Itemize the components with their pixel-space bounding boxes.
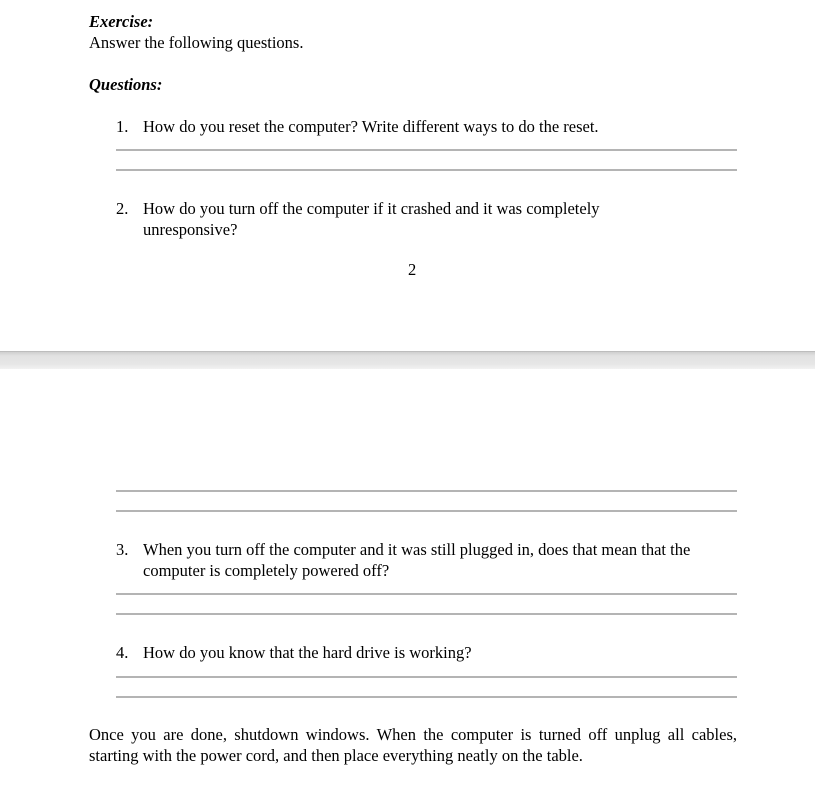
closing-instructions: Once you are done, shutdown windows. When the computer is turned off unplug all cables, starting with the power cord, and then place everything neatly on the table.: [89, 725, 737, 765]
question-4-number: 4.: [116, 643, 129, 662]
question-2-number: 2.: [116, 199, 129, 218]
page-separator: [0, 351, 815, 369]
answer-line: [116, 613, 737, 615]
exercise-heading: Exercise:: [89, 12, 154, 31]
questions-heading: Questions:: [89, 75, 163, 94]
answer-line: [116, 696, 737, 698]
question-3-text: When you turn off the computer and it was still plugged in, does that mean that the computer is completely powered off?: [143, 540, 691, 580]
page-number: 2: [408, 260, 417, 279]
question-4-text: How do you know that the hard drive is working?: [143, 643, 472, 662]
answer-line: [116, 676, 737, 678]
answer-line: [116, 593, 737, 595]
answer-line: [116, 169, 737, 171]
answer-line: [116, 490, 737, 492]
question-1-text: How do you reset the computer? Write different ways to do the reset.: [143, 117, 599, 136]
question-1-number: 1.: [116, 117, 129, 136]
exercise-instruction: Answer the following questions.: [89, 33, 304, 52]
question-2-text: How do you turn off the computer if it crashed and it was completely unresponsive?: [143, 199, 600, 239]
answer-line: [116, 149, 737, 151]
answer-line: [116, 510, 737, 512]
question-3-number: 3.: [116, 540, 129, 559]
